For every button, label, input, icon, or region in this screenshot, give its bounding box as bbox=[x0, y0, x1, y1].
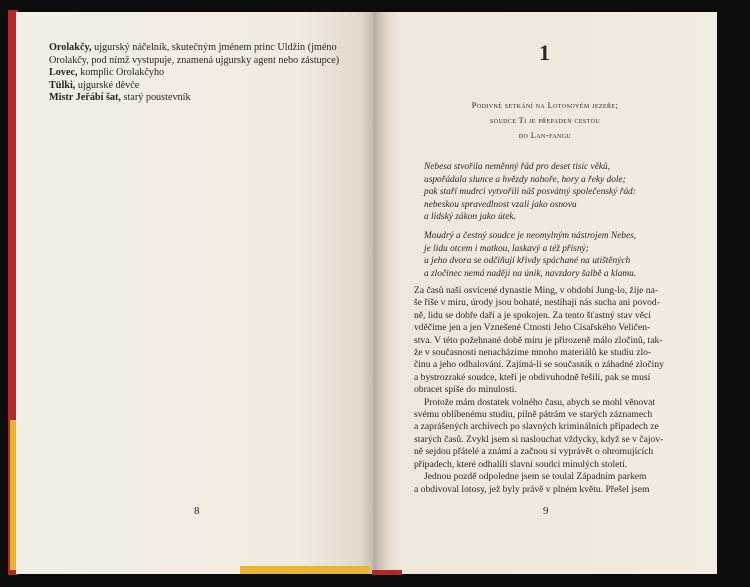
body-line: a bystrozraké soudce, kteří je obdivuhodně řešili, pak se musí bbox=[414, 371, 651, 383]
poem-line: je lidu otcem i matkou, laskavý a též přísný; bbox=[424, 243, 589, 254]
body-line: stva. V této požehnané době míru je přirozeně málo zločinů, tak- bbox=[414, 334, 663, 346]
poem-line: pak staří mudrci vytvořili náš posvátný společenský řád: bbox=[424, 187, 636, 198]
poem-stanza-1 bbox=[424, 161, 704, 224]
body-line: ně sejdou přátelé a známí a začnou si vyprávět o ohromujících bbox=[414, 446, 654, 458]
heading-line: Podivné setkání na Lotosovém jezeře; bbox=[471, 101, 619, 110]
cast-name: Tülki, bbox=[49, 79, 76, 91]
cast-entry bbox=[49, 80, 139, 91]
heading-line: soudce Ti je přepaden cestou bbox=[489, 116, 601, 125]
body-line: Protože mám dostatek volného času, abych se mohl věnovat bbox=[424, 396, 655, 408]
cast-desc: ujgurské děvče bbox=[75, 79, 140, 91]
body-line: vděčíme jen a jen Vznešené Ctnosti Jeho Císařského Veličen- bbox=[414, 322, 651, 334]
poem-stanza-2 bbox=[424, 230, 704, 280]
body-line: ně, lidu se dobře daří a je spokojen. Za tento šťastný stav věcí bbox=[414, 309, 651, 321]
heading-line: do Lan-fangu bbox=[518, 131, 572, 140]
page-number-left: 8 bbox=[194, 505, 200, 517]
body-line: že v současnosti nenacházíme mnoho materiálů ke studiu zlo- bbox=[414, 347, 652, 359]
body-line: svému oblíbenému studiu, pilně pátrám ve starých záznamech bbox=[414, 409, 653, 421]
body-line: a obdivoval lotosy, jež byly právě v plném květu. Přešel jsem bbox=[414, 483, 650, 495]
cast-name: Lovec, bbox=[49, 67, 78, 78]
page-number-right: 9 bbox=[543, 505, 549, 517]
cast-entry bbox=[49, 92, 191, 103]
body-line: še říše v míru, úrody jsou bohaté, nestíhají nás sucha ani povod- bbox=[414, 297, 660, 309]
cast-list bbox=[49, 42, 349, 105]
book-edge-bottom-red bbox=[372, 570, 402, 575]
body-line: starých časů. Zvykl jsem si naslouchat vždycky, když se v čajov- bbox=[414, 433, 664, 445]
chapter-number: 1 bbox=[539, 40, 550, 65]
book-edge-bottom bbox=[240, 566, 370, 574]
body-line: případech, které odhalili slavní soudci minulých století. bbox=[414, 458, 628, 470]
poem-line: a lidský zákon jako útek. bbox=[424, 212, 516, 223]
body-line: a zaprášených archívech po slavných kriminálních případech ze bbox=[414, 421, 659, 433]
cast-desc: starý poustevník bbox=[120, 92, 191, 103]
cast-entry bbox=[49, 42, 339, 66]
body-line: činu a jeho odhalování. Zajímá-li se současník o záhadné zločiny bbox=[414, 359, 664, 371]
cast-desc: komplic Orolakčyho bbox=[77, 67, 165, 78]
cast-desc: ujgurský náčelník, skutečným jménem princ Uldžin (jméno Orolakčy, pod nímž vystupuje, znamená ujgursky agent nebo zástupce) bbox=[49, 42, 340, 66]
poem-line: nebeskou spravedlnost vzali jako osnovu bbox=[424, 199, 577, 210]
cast-name: Orolakčy, bbox=[49, 42, 92, 53]
body-line: obracet spíše do minulosti. bbox=[414, 384, 517, 396]
poem-line: a zločinec nemá naději na únik, navzdory šalbě a klamu. bbox=[424, 268, 637, 279]
body-line: Za časů naší osvícené dynastie Ming, v období Jung-lo, žije na- bbox=[414, 285, 659, 296]
body-line: Jednou pozdě odpoledne jsem se toulal Západním parkem bbox=[424, 471, 647, 483]
poem-line: Nebesa stvořila neměnný řád pro deset tisíc věků, bbox=[424, 162, 611, 172]
cast-name: Mistr Jeřábí šat, bbox=[49, 92, 121, 103]
body-text bbox=[414, 285, 682, 496]
poem-line: uspořádala slunce a hvězdy nahoře, hory a řeky dole; bbox=[424, 174, 626, 185]
cast-entry bbox=[49, 67, 164, 78]
chapter-heading bbox=[440, 98, 650, 143]
poem-line: u jeho dvora se odčiňují křivdy spáchané na utištěných bbox=[424, 256, 631, 267]
poem-line: Moudrý a čestný soudce je neomylným nástrojem Nebes, bbox=[424, 231, 637, 241]
